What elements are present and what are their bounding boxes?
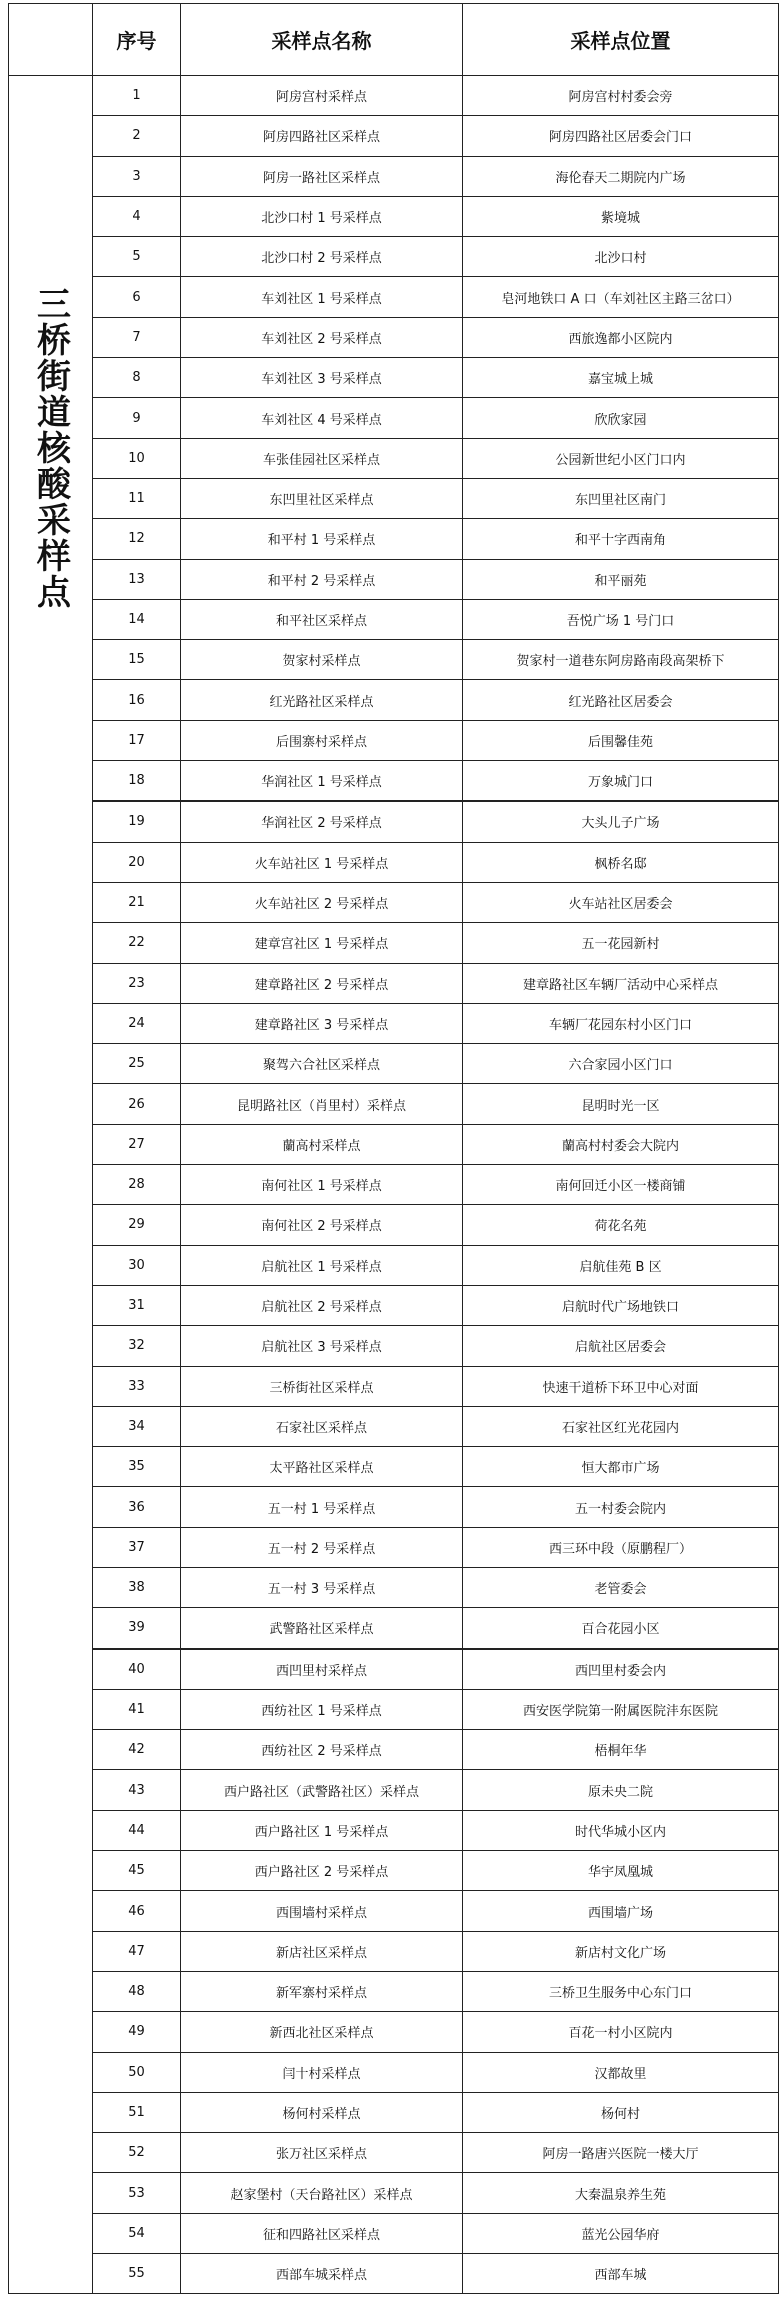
- site-name: 华润社区 1 号采样点: [181, 761, 463, 802]
- table-row: [9, 720, 779, 760]
- site-location: 五一村委会院内: [463, 1487, 779, 1527]
- row-number: 49: [93, 2012, 181, 2052]
- site-location: 启航社区居委会: [463, 1326, 779, 1366]
- row-number: 21: [93, 882, 181, 922]
- site-location: 和平丽苑: [463, 559, 779, 599]
- site-location: 时代华城小区内: [463, 1810, 779, 1850]
- site-location: 大头儿子广场: [463, 801, 779, 842]
- site-location: 西围墙广场: [463, 1891, 779, 1931]
- table-row: [9, 2012, 779, 2052]
- table-row: [9, 1931, 779, 1971]
- site-location: 西旅逸都小区院内: [463, 317, 779, 357]
- table-row: [9, 2213, 779, 2253]
- row-number: 17: [93, 720, 181, 760]
- table-row: [9, 1084, 779, 1124]
- site-name: 启航社区 2 号采样点: [181, 1285, 463, 1325]
- row-number: 10: [93, 438, 181, 478]
- site-location: 百合花园小区: [463, 1608, 779, 1649]
- table-row: [9, 1044, 779, 1084]
- site-name: 蘭高村采样点: [181, 1124, 463, 1164]
- row-number: 26: [93, 1084, 181, 1124]
- site-location: 火车站社区居委会: [463, 882, 779, 922]
- site-location: 车辆厂花园东村小区门口: [463, 1003, 779, 1043]
- row-number: 53: [93, 2173, 181, 2213]
- header-site-name: 采样点名称: [181, 4, 463, 76]
- site-location: 三桥卫生服务中心东门口: [463, 1971, 779, 2011]
- site-name: 后围寨村采样点: [181, 720, 463, 760]
- table-row: [9, 1567, 779, 1607]
- site-name: 五一村 1 号采样点: [181, 1487, 463, 1527]
- site-name: 和平社区采样点: [181, 599, 463, 639]
- table-row: [9, 237, 779, 277]
- table-row: [9, 1245, 779, 1285]
- table-row: [9, 599, 779, 639]
- site-name: 建章宫社区 1 号采样点: [181, 923, 463, 963]
- site-name: 车刘社区 3 号采样点: [181, 358, 463, 398]
- table-row: [9, 1205, 779, 1245]
- site-location: 阿房四路社区居委会门口: [463, 116, 779, 156]
- row-number: 9: [93, 398, 181, 438]
- table-row: [9, 1770, 779, 1810]
- site-name: 西围墙村采样点: [181, 1891, 463, 1931]
- row-number: 48: [93, 1971, 181, 2011]
- site-name: 西凹里村采样点: [181, 1649, 463, 1690]
- row-number: 27: [93, 1124, 181, 1164]
- table-row: [9, 196, 779, 236]
- header-site-location: 采样点位置: [463, 4, 779, 76]
- row-number: 12: [93, 519, 181, 559]
- row-number: 39: [93, 1608, 181, 1649]
- site-location: 蓝光公园华府: [463, 2213, 779, 2253]
- site-location: 西三环中段（原鹏程厂）: [463, 1527, 779, 1567]
- row-number: 2: [93, 116, 181, 156]
- row-number: 38: [93, 1567, 181, 1607]
- row-number: 50: [93, 2052, 181, 2092]
- site-location: 启航佳苑 B 区: [463, 1245, 779, 1285]
- site-name: 车刘社区 1 号采样点: [181, 277, 463, 317]
- site-location: 枫桥名邸: [463, 842, 779, 882]
- site-location: 老管委会: [463, 1567, 779, 1607]
- site-name: 启航社区 1 号采样点: [181, 1245, 463, 1285]
- table-row: [9, 519, 779, 559]
- table-row: [9, 76, 779, 116]
- site-location: 红光路社区居委会: [463, 680, 779, 720]
- table-row: [9, 317, 779, 357]
- table-row: [9, 923, 779, 963]
- site-name: 贺家村采样点: [181, 640, 463, 680]
- site-location: 阿房一路唐兴医院一楼大厅: [463, 2133, 779, 2173]
- site-location: 和平十字西南角: [463, 519, 779, 559]
- site-name: 昆明路社区（肖里村）采样点: [181, 1084, 463, 1124]
- site-name: 阿房一路社区采样点: [181, 156, 463, 196]
- site-location: 石家社区红光花园内: [463, 1406, 779, 1446]
- site-name: 和平村 2 号采样点: [181, 559, 463, 599]
- site-name: 红光路社区采样点: [181, 680, 463, 720]
- site-location: 阿房宫村村委会旁: [463, 76, 779, 116]
- row-number: 18: [93, 761, 181, 802]
- table-body: [9, 76, 779, 2294]
- row-number: 33: [93, 1366, 181, 1406]
- table-row: [9, 1971, 779, 2011]
- site-name: 建章路社区 2 号采样点: [181, 963, 463, 1003]
- row-number: 6: [93, 277, 181, 317]
- site-name: 赵家堡村（天台路社区）采样点: [181, 2173, 463, 2213]
- site-name: 西户路社区 2 号采样点: [181, 1851, 463, 1891]
- table-row: [9, 680, 779, 720]
- site-name: 火车站社区 2 号采样点: [181, 882, 463, 922]
- site-location: 西安医学院第一附属医院沣东医院: [463, 1689, 779, 1729]
- table-row: [9, 2133, 779, 2173]
- site-name: 太平路社区采样点: [181, 1447, 463, 1487]
- table-row: [9, 1124, 779, 1164]
- site-location: 启航时代广场地铁口: [463, 1285, 779, 1325]
- row-number: 31: [93, 1285, 181, 1325]
- site-name: 东凹里社区采样点: [181, 478, 463, 518]
- row-number: 13: [93, 559, 181, 599]
- table-row: [9, 640, 779, 680]
- row-number: 40: [93, 1649, 181, 1690]
- site-location: 新店村文化广场: [463, 1931, 779, 1971]
- site-location: 东凹里社区南门: [463, 478, 779, 518]
- row-number: 5: [93, 237, 181, 277]
- row-number: 46: [93, 1891, 181, 1931]
- sampling-sites-table: [8, 3, 779, 2294]
- row-number: 52: [93, 2133, 181, 2173]
- table-row: [9, 801, 779, 842]
- site-name: 杨何村采样点: [181, 2092, 463, 2132]
- table-row: [9, 1285, 779, 1325]
- site-location: 北沙口村: [463, 237, 779, 277]
- row-number: 7: [93, 317, 181, 357]
- row-number: 24: [93, 1003, 181, 1043]
- site-location: 六合家园小区门口: [463, 1044, 779, 1084]
- row-number: 8: [93, 358, 181, 398]
- site-name: 闫十村采样点: [181, 2052, 463, 2092]
- table-row: [9, 438, 779, 478]
- table-row: [9, 2052, 779, 2092]
- site-name: 车刘社区 2 号采样点: [181, 317, 463, 357]
- table-row: [9, 1649, 779, 1690]
- site-name: 张万社区采样点: [181, 2133, 463, 2173]
- site-location: 后围馨佳苑: [463, 720, 779, 760]
- site-location: 欣欣家园: [463, 398, 779, 438]
- header-blank-cell: [9, 4, 93, 76]
- row-number: 14: [93, 599, 181, 639]
- site-location: 皂河地铁口 A 口（车刘社区主路三岔口）: [463, 277, 779, 317]
- sampling-sites-table-sheet: [8, 3, 778, 2294]
- site-location: 南何回迁小区一楼商铺: [463, 1165, 779, 1205]
- table-row: [9, 761, 779, 802]
- row-number: 37: [93, 1527, 181, 1567]
- site-location: 万象城门口: [463, 761, 779, 802]
- header-number: 序号: [93, 4, 181, 76]
- site-location: 昆明时光一区: [463, 1084, 779, 1124]
- row-number: 23: [93, 963, 181, 1003]
- row-number: 44: [93, 1810, 181, 1850]
- row-number: 20: [93, 842, 181, 882]
- site-name: 北沙口村 1 号采样点: [181, 196, 463, 236]
- site-name: 车张佳园社区采样点: [181, 438, 463, 478]
- site-name: 新店社区采样点: [181, 1931, 463, 1971]
- table-row: [9, 1689, 779, 1729]
- row-number: 34: [93, 1406, 181, 1446]
- site-name: 西纺社区 2 号采样点: [181, 1730, 463, 1770]
- row-number: 43: [93, 1770, 181, 1810]
- row-number: 25: [93, 1044, 181, 1084]
- site-name: 启航社区 3 号采样点: [181, 1326, 463, 1366]
- table-row: [9, 2254, 779, 2294]
- site-location: 贺家村一道巷东阿房路南段高架桥下: [463, 640, 779, 680]
- row-number: 3: [93, 156, 181, 196]
- site-name: 西户路社区（武警路社区）采样点: [181, 1770, 463, 1810]
- row-number: 32: [93, 1326, 181, 1366]
- table-row: [9, 2173, 779, 2213]
- site-name: 车刘社区 4 号采样点: [181, 398, 463, 438]
- row-number: 4: [93, 196, 181, 236]
- site-name: 南何社区 1 号采样点: [181, 1165, 463, 1205]
- row-number: 51: [93, 2092, 181, 2132]
- site-location: 汉都故里: [463, 2052, 779, 2092]
- row-number: 47: [93, 1931, 181, 1971]
- table-header-row: [9, 4, 779, 76]
- site-name: 石家社区采样点: [181, 1406, 463, 1446]
- site-location: 嘉宝城上城: [463, 358, 779, 398]
- table-row: [9, 1487, 779, 1527]
- row-number: 35: [93, 1447, 181, 1487]
- site-location: 梧桐年华: [463, 1730, 779, 1770]
- site-name: 五一村 2 号采样点: [181, 1527, 463, 1567]
- table-row: [9, 116, 779, 156]
- table-row: [9, 842, 779, 882]
- row-number: 45: [93, 1851, 181, 1891]
- site-name: 南何社区 2 号采样点: [181, 1205, 463, 1245]
- row-number: 36: [93, 1487, 181, 1527]
- row-number: 28: [93, 1165, 181, 1205]
- table-row: [9, 1851, 779, 1891]
- site-location: 五一花园新村: [463, 923, 779, 963]
- table-row: [9, 1810, 779, 1850]
- site-location: 海伦春天二期院内广场: [463, 156, 779, 196]
- table-row: [9, 1406, 779, 1446]
- row-number: 29: [93, 1205, 181, 1245]
- row-number: 11: [93, 478, 181, 518]
- site-location: 恒大都市广场: [463, 1447, 779, 1487]
- site-name: 和平村 1 号采样点: [181, 519, 463, 559]
- table-row: [9, 1891, 779, 1931]
- row-number: 55: [93, 2254, 181, 2294]
- site-name: 西部车城采样点: [181, 2254, 463, 2294]
- street-side-label-cell: [9, 76, 93, 2294]
- table-row: [9, 1165, 779, 1205]
- site-location: 百花一村小区院内: [463, 2012, 779, 2052]
- table-row: [9, 1326, 779, 1366]
- site-name: 五一村 3 号采样点: [181, 1567, 463, 1607]
- site-name: 西户路社区 1 号采样点: [181, 1810, 463, 1850]
- table-row: [9, 882, 779, 922]
- site-name: 建章路社区 3 号采样点: [181, 1003, 463, 1043]
- site-name: 三桥街社区采样点: [181, 1366, 463, 1406]
- table-row: [9, 277, 779, 317]
- table-row: [9, 156, 779, 196]
- row-number: 15: [93, 640, 181, 680]
- street-side-title: 三桥街道核酸采样点: [30, 286, 71, 610]
- table-row: [9, 559, 779, 599]
- site-location: 快速干道桥下环卫中心对面: [463, 1366, 779, 1406]
- row-number: 42: [93, 1730, 181, 1770]
- site-name: 征和四路社区采样点: [181, 2213, 463, 2253]
- site-location: 华宇凤凰城: [463, 1851, 779, 1891]
- row-number: 30: [93, 1245, 181, 1285]
- site-location: 原未央二院: [463, 1770, 779, 1810]
- table-row: [9, 963, 779, 1003]
- site-location: 蘭高村村委会大院内: [463, 1124, 779, 1164]
- row-number: 22: [93, 923, 181, 963]
- row-number: 41: [93, 1689, 181, 1729]
- site-name: 聚驾六合社区采样点: [181, 1044, 463, 1084]
- site-location: 吾悦广场 1 号门口: [463, 599, 779, 639]
- site-location: 公园新世纪小区门口内: [463, 438, 779, 478]
- table-row: [9, 1608, 779, 1649]
- site-name: 西纺社区 1 号采样点: [181, 1689, 463, 1729]
- row-number: 19: [93, 801, 181, 842]
- site-name: 武警路社区采样点: [181, 1608, 463, 1649]
- site-name: 北沙口村 2 号采样点: [181, 237, 463, 277]
- table-row: [9, 358, 779, 398]
- site-location: 荷花名苑: [463, 1205, 779, 1245]
- site-location: 杨何村: [463, 2092, 779, 2132]
- row-number: 54: [93, 2213, 181, 2253]
- site-location: 西凹里村委会内: [463, 1649, 779, 1690]
- table-row: [9, 1003, 779, 1043]
- site-name: 华润社区 2 号采样点: [181, 801, 463, 842]
- table-row: [9, 1447, 779, 1487]
- site-name: 阿房四路社区采样点: [181, 116, 463, 156]
- site-location: 紫境城: [463, 196, 779, 236]
- table-row: [9, 478, 779, 518]
- site-name: 火车站社区 1 号采样点: [181, 842, 463, 882]
- site-name: 新军寨村采样点: [181, 1971, 463, 2011]
- site-location: 建章路社区车辆厂活动中心采样点: [463, 963, 779, 1003]
- site-location: 西部车城: [463, 2254, 779, 2294]
- table-row: [9, 1366, 779, 1406]
- table-row: [9, 1527, 779, 1567]
- table-row: [9, 1730, 779, 1770]
- table-row: [9, 2092, 779, 2132]
- row-number: 1: [93, 76, 181, 116]
- site-name: 新西北社区采样点: [181, 2012, 463, 2052]
- site-location: 大秦温泉养生苑: [463, 2173, 779, 2213]
- table-row: [9, 398, 779, 438]
- row-number: 16: [93, 680, 181, 720]
- site-name: 阿房宫村采样点: [181, 76, 463, 116]
